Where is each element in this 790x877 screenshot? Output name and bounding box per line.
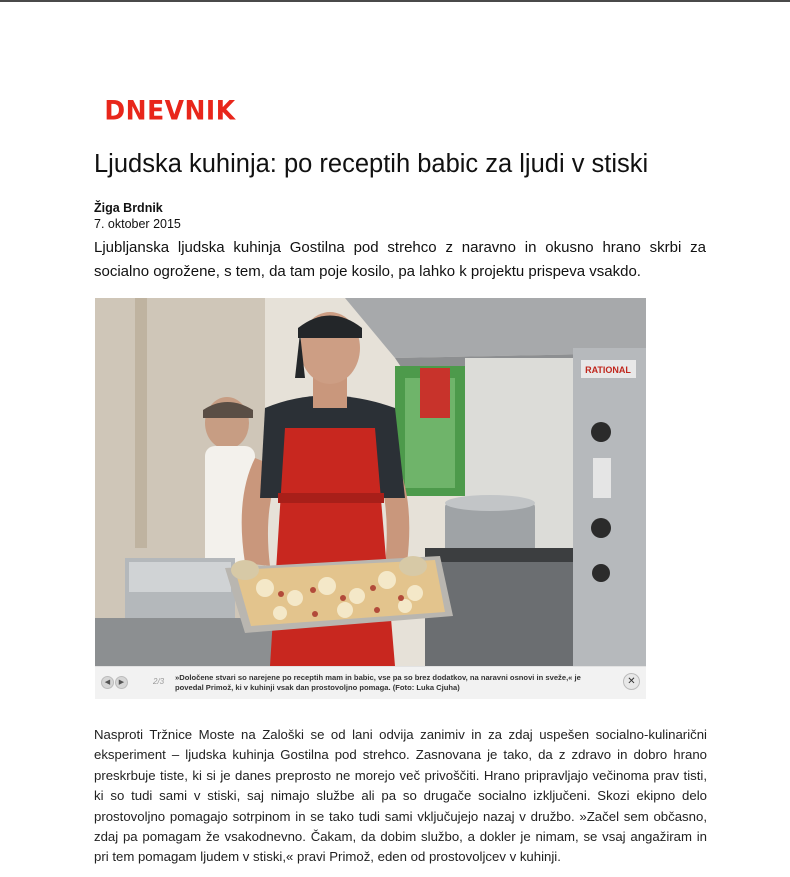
oven-brand-label: RATIONAL — [585, 365, 631, 375]
article-body: Nasproti Tržnice Moste na Zaloški se od lani odvija zanimiv in za zdaj uspešen socialno-kulinarični eksperiment – ljudska kuhinja Gostilna pod strehco. Zasnovana je tako, da z zdravo in dobro hrano preskrbuje tiste, ki si je danes preprosto ne morejo več privoščiti. Hrano pripravljajo večinoma prav tisti, ki so tudi sami v stiski, saj nimajo službe ali pa so drugače socialno izključeni. Skozi ekipno delo prostovoljno pomagajo sotrpinom in se tako tudi sami vključujejo nazaj v družbo. »Začel sem občasno, zdaj pa pomagam že vsakodnevno. Čakam, da dobim službo, a dokler je nimam, se vsaj angažiram in pri tem pomagam ljudem v stiski,« pravi Primož, eden od prostovoljcev v kuhinji. — [94, 727, 707, 865]
article-lead: Ljubljanska ljudska kuhinja Gostilna pod strehco z naravno in okusno hrano skrbi za socialno ogrožene, s tem, da tam poje kosilo, pa lahko k projektu prispeva vsakdo. — [94, 239, 706, 280]
chevron-left-icon[interactable]: ◀ — [101, 676, 114, 689]
photo-caption: »Določene stvari so narejene po receptih mam in babic, vse pa so brez dodatkov, na naravni osnovi in sveže,« je povedal Primož, ki v kuhinji vsak dan prostovoljno pomaga. (Foto: Luka Cjuha) — [175, 673, 581, 692]
gallery-counter: 2/3 — [153, 677, 165, 686]
article-title: Ljudska kuhinja: po receptih babic za ljudi v stiski — [94, 150, 649, 178]
kitchen-photo-illustration — [95, 298, 646, 666]
article-author[interactable]: Žiga Brdnik — [94, 201, 163, 215]
article-photo[interactable] — [95, 298, 646, 666]
logo-text: DNEVNIK — [104, 94, 236, 126]
chevron-right-icon[interactable]: ▶ — [115, 676, 128, 689]
close-icon[interactable]: ✕ — [623, 673, 640, 690]
article-date: 7. oktober 2015 — [94, 217, 181, 231]
gallery-caption-bar — [95, 666, 646, 699]
top-rule — [0, 0, 790, 2]
dnevnik-logo[interactable] — [94, 96, 246, 124]
